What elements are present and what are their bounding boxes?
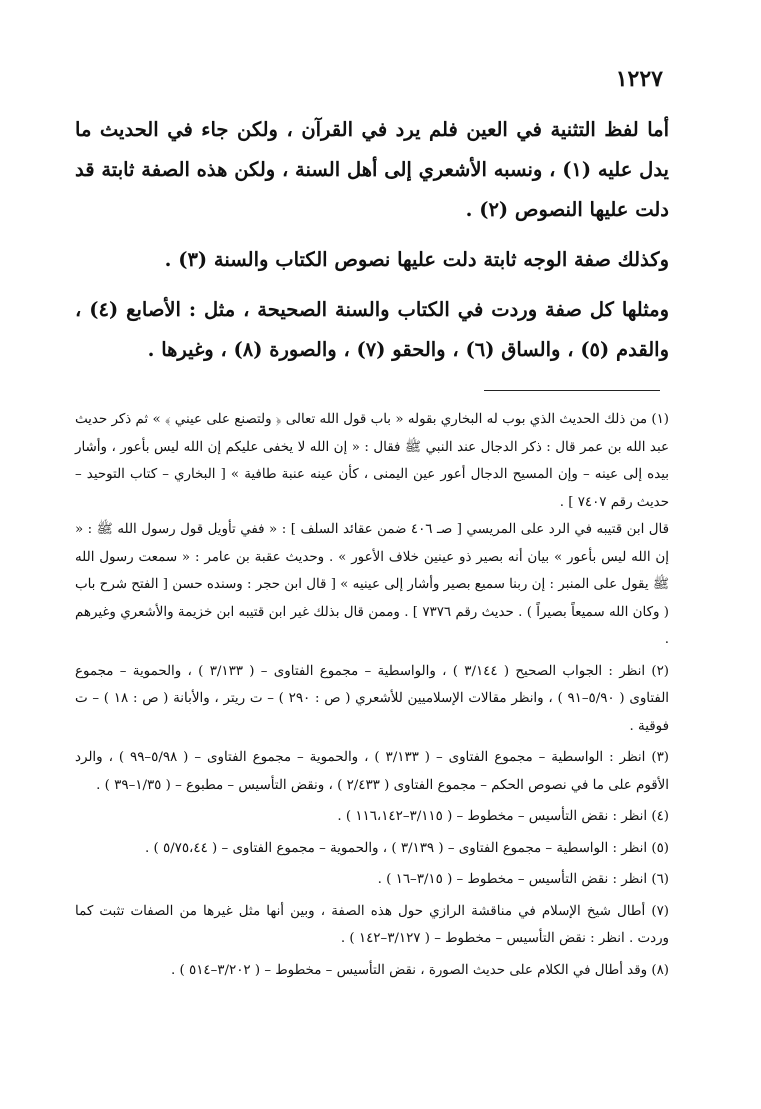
footnote: (٨) وقد أطال في الكلام على حديث الصورة ، نقض التأسيس – مخطوط – ( ٣/٢٠٢–٥١٤ ) . [171, 962, 669, 978]
footnote: (٦) انظر : نقض التأسيس – مخطوط – ( ٣/١٥–١٦ ) . [377, 872, 669, 887]
footnote: (٣) انظر : الواسطية – مجموع الفتاوى – ( ٣/١٣٣ ) ، والحموية – مجموع الفتاوى – ( ٥/٩٨–٩٩ ) ، والرد الأقوم على ما في نصوص الحكم – مجموع الفتاوى ( ٢/٤٣٣ ) ، ونقض التأسيس – مطبوع – ( ١/٣٥–٣٩ ) . [75, 750, 669, 793]
paragraph: أما لفظ التثنية في العين فلم يرد في القرآن ، ولكن جاء في الحديث ما يدل عليه (١) ، ونسبه الأشعري إلى أهل السنة ، ولكن هذه الصفة ثابتة قد دلت عليها النصوص (٢) . [75, 118, 669, 221]
footnote-divider [484, 390, 660, 391]
footnote: قال ابن قتيبه في الرد على المريسي [ صـ ٤٠٦ ضمن عقائد السلف ] : « ففي تأويل قول رسول الله ﷺ : « إن الله ليس بأعور » بيان أنه بصير ذو عينين خلاف الأعور » . وحديث عقبة بن عامر : « سمعت رسول الله ﷺ يقول على المنبر : إن ربنا سميع بصير وأشار إلى عينيه » [ قال ابن حجر : وسنده حسن [ الفتح شرح باب ( وكان الله سميعاً بصيراً ) . حديث رقم ٧٣٧٦ ] . وممن قال بذلك غير ابن قتيبه ابن خزيمة والأشعري وغيرهم . [75, 522, 669, 647]
page-number: ١٢٢٧ [615, 66, 663, 92]
paragraph: وكذلك صفة الوجه ثابتة دلت عليها نصوص الكتاب والسنة (٣) . [164, 248, 669, 271]
footnote: (١) من ذلك الحديث الذي بوب له البخاري بقوله « باب قول الله تعالى ﴿ ولتصنع على عيني ﴾ » ثم ذكر حديث عبد الله بن عمر قال : ذكر الدجال عند النبي ﷺ فقال : « إن الله لا يخفى عليكم إن الله ليس بأعور ، وأشار بيده إلى عينه – وإن المسيح الدجال أعور عين اليمنى ، كأن عينه عنبة طافية » [ البخاري – كتاب التوحيد – حديث رقم ٧٤٠٧ ] . [75, 412, 669, 510]
footnote: (٤) انظر : نقض التأسيس – مخطوط – ( ٣/١١٥–١١٦،١٤٢ ) . [337, 809, 669, 824]
footnotes [75, 406, 669, 988]
footnote: (٧) أطال شيخ الإسلام في مناقشة الرازي حول هذه الصفة ، وبين أنها مثل غيرها من الصفات تثبت كما وردت . انظر : نقض التأسيس – مخطوط – ( ٣/١٢٧–١٤٢ ) . [75, 903, 669, 946]
main-text [75, 110, 669, 370]
paragraph: ومثلها كل صفة وردت في الكتاب والسنة الصحيحة ، مثل : الأصابع (٤) ، والقدم (٥) ، والساق (٦) ، والحقو (٧) ، والصورة (٨) ، وغيرها . [75, 298, 669, 361]
footnote: (٥) انظر : الواسطية – مجموع الفتاوى – ( ٣/١٣٩ ) ، والحموية – مجموع الفتاوى – ( ٥/٧٥،٤٤ ) . [144, 840, 669, 856]
footnote: (٢) انظر : الجواب الصحيح ( ٣/١٤٤ ) ، والواسطية – مجموع الفتاوى – ( ٣/١٣٣ ) ، والحموية – مجموع الفتاوى ( ٥/٩٠–٩١ ) ، وانظر مقالات الإسلاميين للأشعري ( ص : ٢٩٠ ) – ت ريتر ، والأبانة ( ص : ١٨ ) – ت فوقية . [75, 663, 670, 734]
